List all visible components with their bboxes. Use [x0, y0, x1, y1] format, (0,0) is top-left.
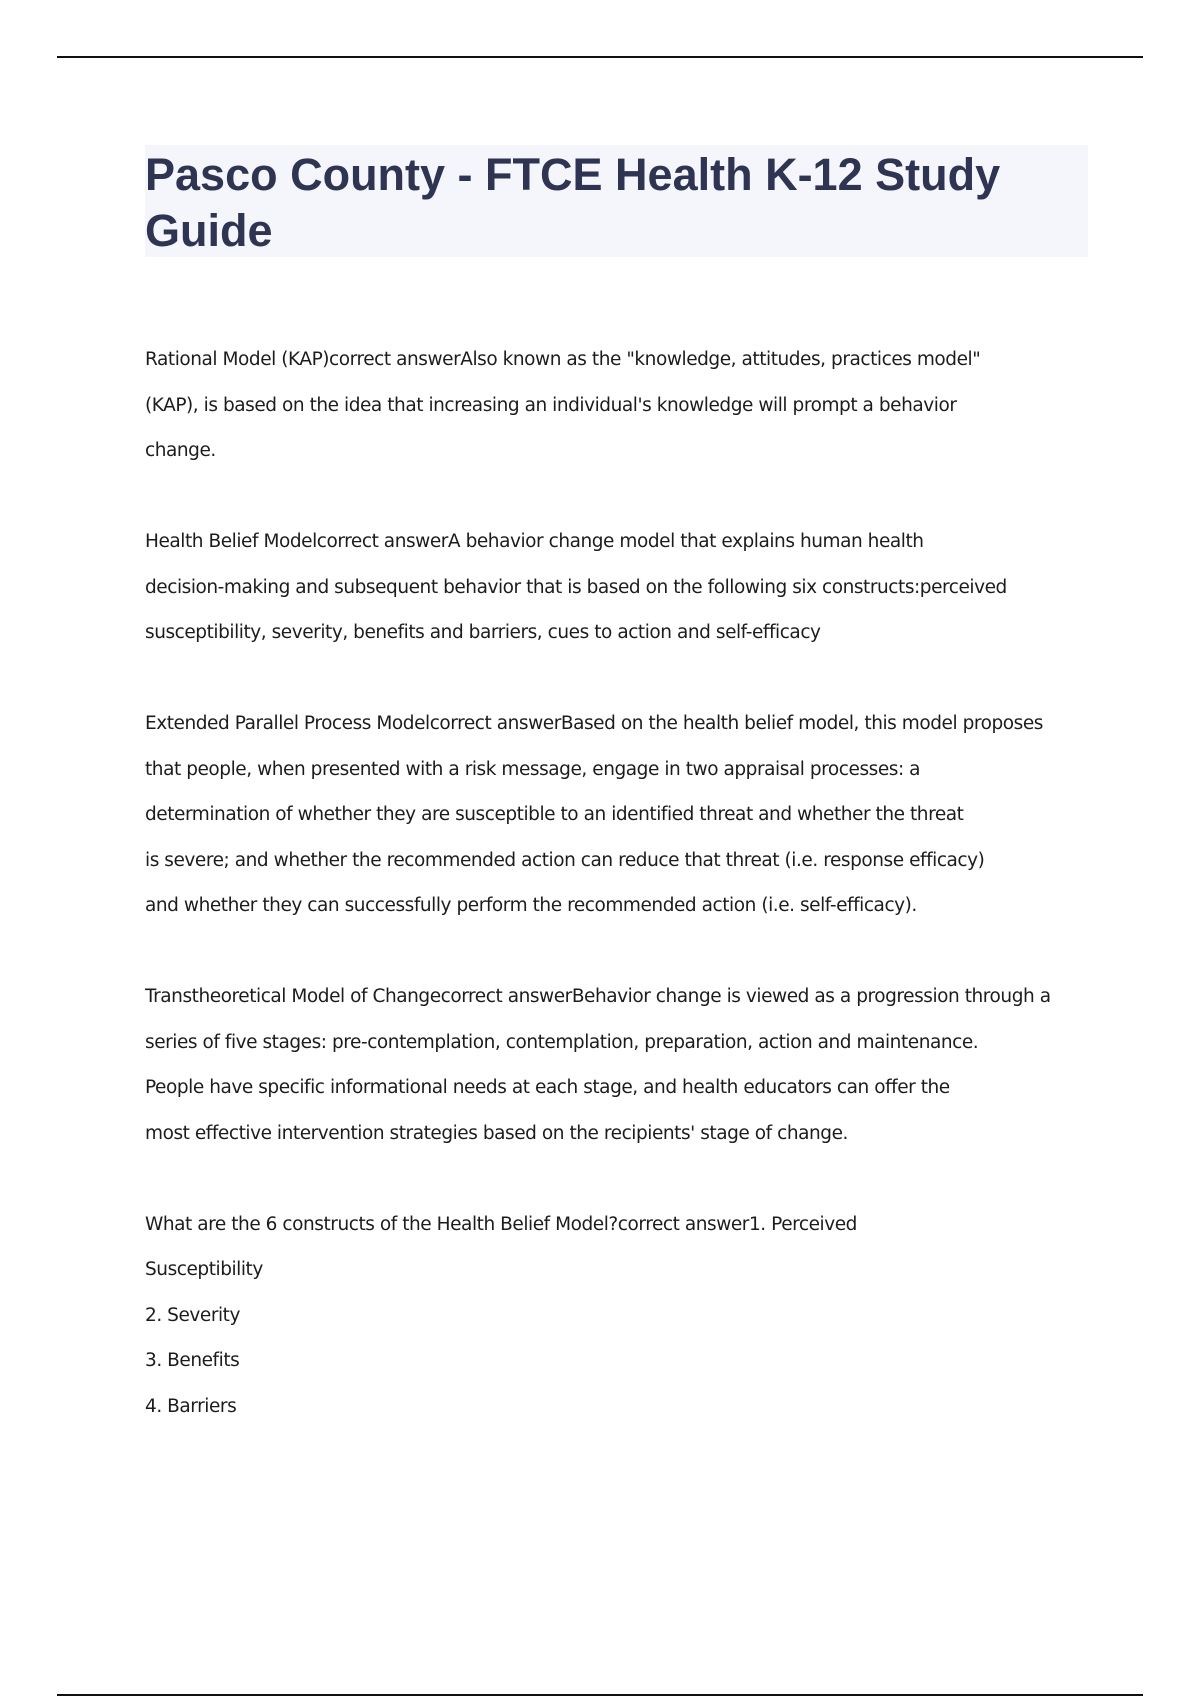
text-line: Transtheoretical Model of Changecorrect answerBehavior change is viewed as a progression through a — [145, 986, 1051, 1007]
text-line: Susceptibility — [145, 1259, 263, 1280]
text-line: decision-making and subsequent behavior that is based on the following six constructs:perceived — [145, 576, 1007, 598]
text-line: and whether they can successfully perform the recommended action (i.e. self-efficacy). — [145, 895, 917, 916]
text-line: series of five stages: pre-contemplation, contemplation, preparation, action and maintenance. — [145, 1031, 979, 1053]
text-line: What are the 6 constructs of the Health Belief Model?correct answer1. Perceived — [145, 1213, 857, 1235]
list-item: 2. Severity — [145, 1304, 240, 1326]
study-content — [145, 337, 1095, 1475]
list-item: 4. Barriers — [145, 1395, 237, 1417]
top-divider — [57, 56, 1143, 58]
text-line: is severe; and whether the recommended action can reduce that threat (i.e. response efficacy) — [145, 849, 985, 871]
text-line: Extended Parallel Process Modelcorrect answerBased on the health belief model, this model proposes — [145, 713, 1043, 734]
bottom-divider — [57, 1694, 1143, 1696]
text-line: (KAP), is based on the idea that increasing an individual's knowledge will prompt a behavior — [145, 394, 957, 416]
text-line: change. — [145, 440, 216, 461]
entry-rational-model — [145, 337, 1095, 474]
text-line: determination of whether they are susceptible to an identified threat and whether the threat — [145, 804, 964, 825]
text-line: most effective intervention strategies based on the recipients' stage of change. — [145, 1122, 848, 1144]
entry-hbm-constructs — [145, 1202, 1095, 1430]
entry-extended-parallel-process-model — [145, 701, 1095, 929]
text-line: Health Belief Modelcorrect answerA behavior change model that explains human health — [145, 531, 924, 552]
entry-transtheoretical-model — [145, 974, 1095, 1156]
text-line: that people, when presented with a risk message, engage in two appraisal processes: a — [145, 758, 921, 780]
text-line: Rational Model (KAP)correct answerAlso known as the "knowledge, attitudes, practices model" — [145, 349, 981, 370]
title-line: Guide — [145, 205, 273, 256]
page-title — [145, 147, 1088, 259]
title-block — [145, 145, 1088, 257]
title-line: Pasco County - FTCE Health K-12 Study — [145, 149, 1001, 200]
text-line: People have specific informational needs at each stage, and health educators can offer the — [145, 1077, 950, 1098]
entry-health-belief-model — [145, 519, 1095, 656]
list-item: 3. Benefits — [145, 1350, 240, 1371]
text-line: susceptibility, severity, benefits and barriers, cues to action and self-efficacy — [145, 622, 821, 643]
